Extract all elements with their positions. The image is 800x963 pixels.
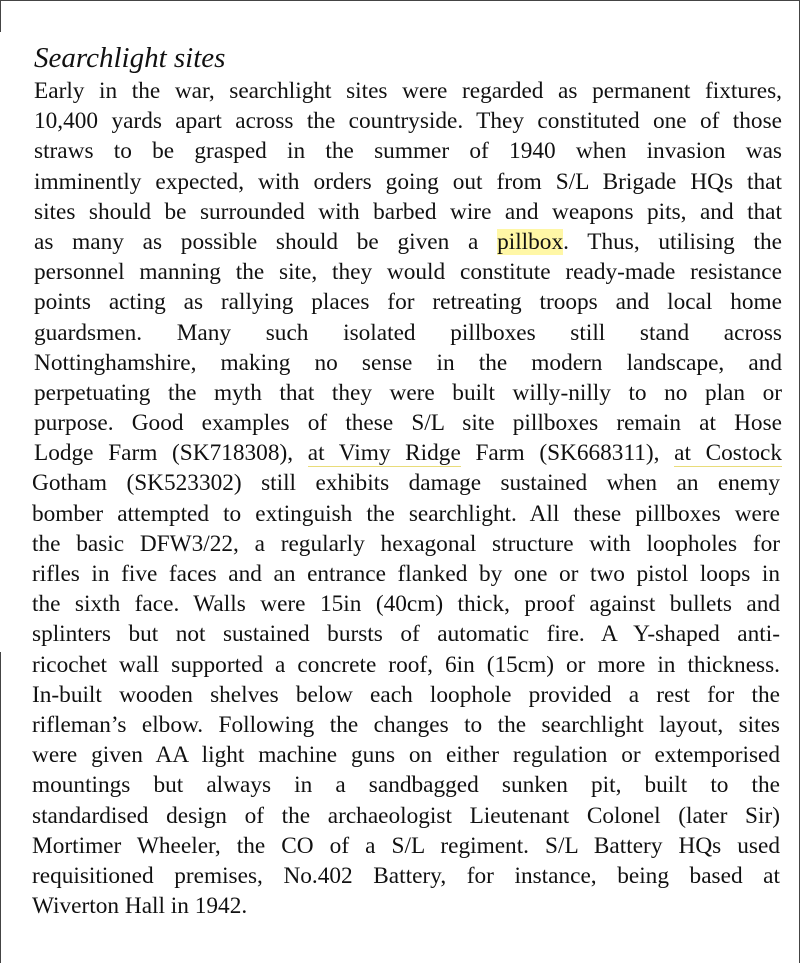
paragraph-line: perpetuating the myth that they were built willy-nilly to no plan or — [34, 379, 782, 406]
paragraph-line: splinters but not sustained bursts of automatic fire. A Y-shaped anti- — [32, 621, 780, 648]
paragraph-line: points acting as rallying places for retreating troops and local home — [34, 289, 782, 316]
paragraph-line-start: Lodge Farm (SK718308), — [34, 440, 294, 467]
paragraph-line: rifles in five faces and an entrance flanked by one or two pistol loops in — [32, 561, 780, 587]
highlighted-word: pillbox — [497, 228, 564, 255]
paragraph-line: were given AA light machine guns on either regulation or extemporised — [32, 742, 780, 769]
paragraph-line: Gotham (SK523302) still exhibits damage sustained when an enemy — [32, 470, 780, 497]
paragraph-line: rifleman’s elbow. Following the changes to the searchlight layout, sites — [32, 711, 780, 738]
page-border-left-top — [0, 0, 1, 32]
paragraph-line-middle: Farm (SK668311), — [460, 440, 660, 467]
paragraph-line: purpose. Good examples of these S/L site pillboxes remain at Hose — [34, 410, 782, 437]
paragraph-line-start: as many as possible should be given a — [34, 228, 479, 255]
page-border-top — [0, 0, 800, 1]
paragraph-line-with-links — [34, 438, 782, 468]
paragraph-line: In-built wooden shelves below each loophole provided a rest for the — [32, 681, 780, 708]
link-costock[interactable]: at Costock — [674, 440, 782, 467]
paragraph-line-end: . Thus, utilising the — [563, 228, 782, 255]
section-heading: Searchlight sites — [34, 42, 226, 74]
body-paragraph — [34, 76, 782, 921]
paragraph-line: bomber attempted to extinguish the searchlight. All these pillboxes were — [32, 500, 780, 527]
paragraph-line: straws to be grasped in the summer of 1940 when invasion was — [34, 138, 782, 165]
paragraph-line: Early in the war, searchlight sites were regarded as permanent fixtures, — [34, 78, 782, 104]
page-border-left-bottom — [0, 652, 1, 963]
paragraph-line: Mortimer Wheeler, the CO of a S/L regiment. S/L Battery HQs used — [32, 832, 780, 859]
paragraph-line: guardsmen. Many such isolated pillboxes still stand across — [34, 319, 782, 346]
paragraph-line: standardised design of the archaeologist Lieutenant Colonel (later Sir) — [32, 802, 780, 829]
paragraph-line: personnel manning the site, they would constitute ready-made resistance — [34, 259, 782, 286]
paragraph-line: sites should be surrounded with barbed wire and weapons pits, and that — [34, 198, 782, 225]
paragraph-line: the basic DFW3/22, a regularly hexagonal structure with loopholes for — [32, 530, 780, 557]
paragraph-line: the sixth face. Walls were 15in (40cm) thick, proof against bullets and — [32, 591, 780, 618]
paragraph-line: ricochet wall supported a concrete roof, 6in (15cm) or more in thickness. — [32, 651, 780, 678]
paragraph-line: Nottinghamshire, making no sense in the modern landscape, and — [34, 349, 782, 376]
link-vimy-ridge[interactable]: at Vimy Ridge — [307, 440, 461, 467]
paragraph-line: 10,400 yards apart across the countryside. They constituted one of those — [34, 108, 782, 135]
paragraph-line: imminently expected, with orders going out from S/L Brigade HQs that — [34, 168, 782, 195]
paragraph-line: requisitioned premises, No.402 Battery, for instance, being based at — [32, 862, 780, 889]
paragraph-line-with-highlight — [34, 227, 782, 257]
paragraph-line-last: Wiverton Hall in 1942. — [32, 893, 248, 920]
paragraph-line: mountings but always in a sandbagged sunken pit, built to the — [32, 772, 780, 799]
